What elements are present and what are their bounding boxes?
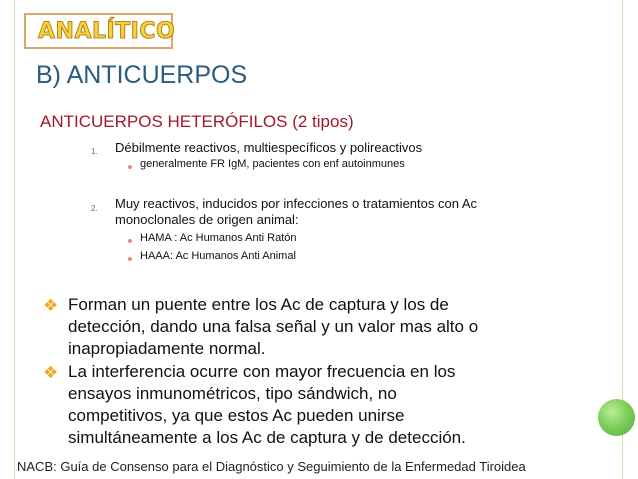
item-text: Muy reactivos, inducidos por infecciones o tratamientos con Ac [115,196,478,211]
left-rule [14,0,15,479]
bullet-text: ensayos inmunométricos, tipo sándwich, no [68,384,397,403]
sub-bullet-icon [128,257,132,261]
item-number: 1. [91,147,98,156]
slide-subtitle: ANTICUERPOS HETERÓFILOS (2 tipos) [40,112,354,131]
bullet-icon: ❖ [43,296,59,316]
sub-bullet-icon [128,239,132,243]
item-text: Débilmente reactivos, multiespecíficos y polireactivos [115,140,423,155]
bullet-text: La interferencia ocurre con mayor frecuencia en los [68,362,456,381]
bullet-text: inapropiadamente normal. [68,339,266,358]
bullet-text: competitivos, ya que estos Ac pueden unirse [68,406,405,425]
bullet-text: Forman un puente entre los Ac de captura y los de [68,295,449,314]
sub-item-text: HAAA: Ac Humanos Anti Animal [140,250,296,262]
footer-citation: NACB: Guía de Consenso para el Diagnóstico y Seguimiento de la Enfermedad Tiroidea [17,459,526,474]
bullet-text: detección, dando una falsa señal y un valor mas alto o [68,317,479,336]
slide-title: B) ANTICUERPOS [36,61,248,89]
section-tag-label: ANALÍTICO [38,18,176,44]
sub-bullet-icon [128,165,132,169]
section-tag [24,13,176,49]
decorative-orb-icon [598,399,635,436]
item-number: 2. [91,204,98,213]
bullet-text: simultáneamente a los Ac de captura y de detección. [68,428,466,447]
bullet-icon: ❖ [43,363,59,383]
sub-item-text: HAMA : Ac Humanos Anti Ratón [140,232,297,244]
item-text: monoclonales de origen animal: [115,212,299,227]
sub-item-text: generalmente FR IgM, pacientes con enf autoinmunes [140,158,405,170]
